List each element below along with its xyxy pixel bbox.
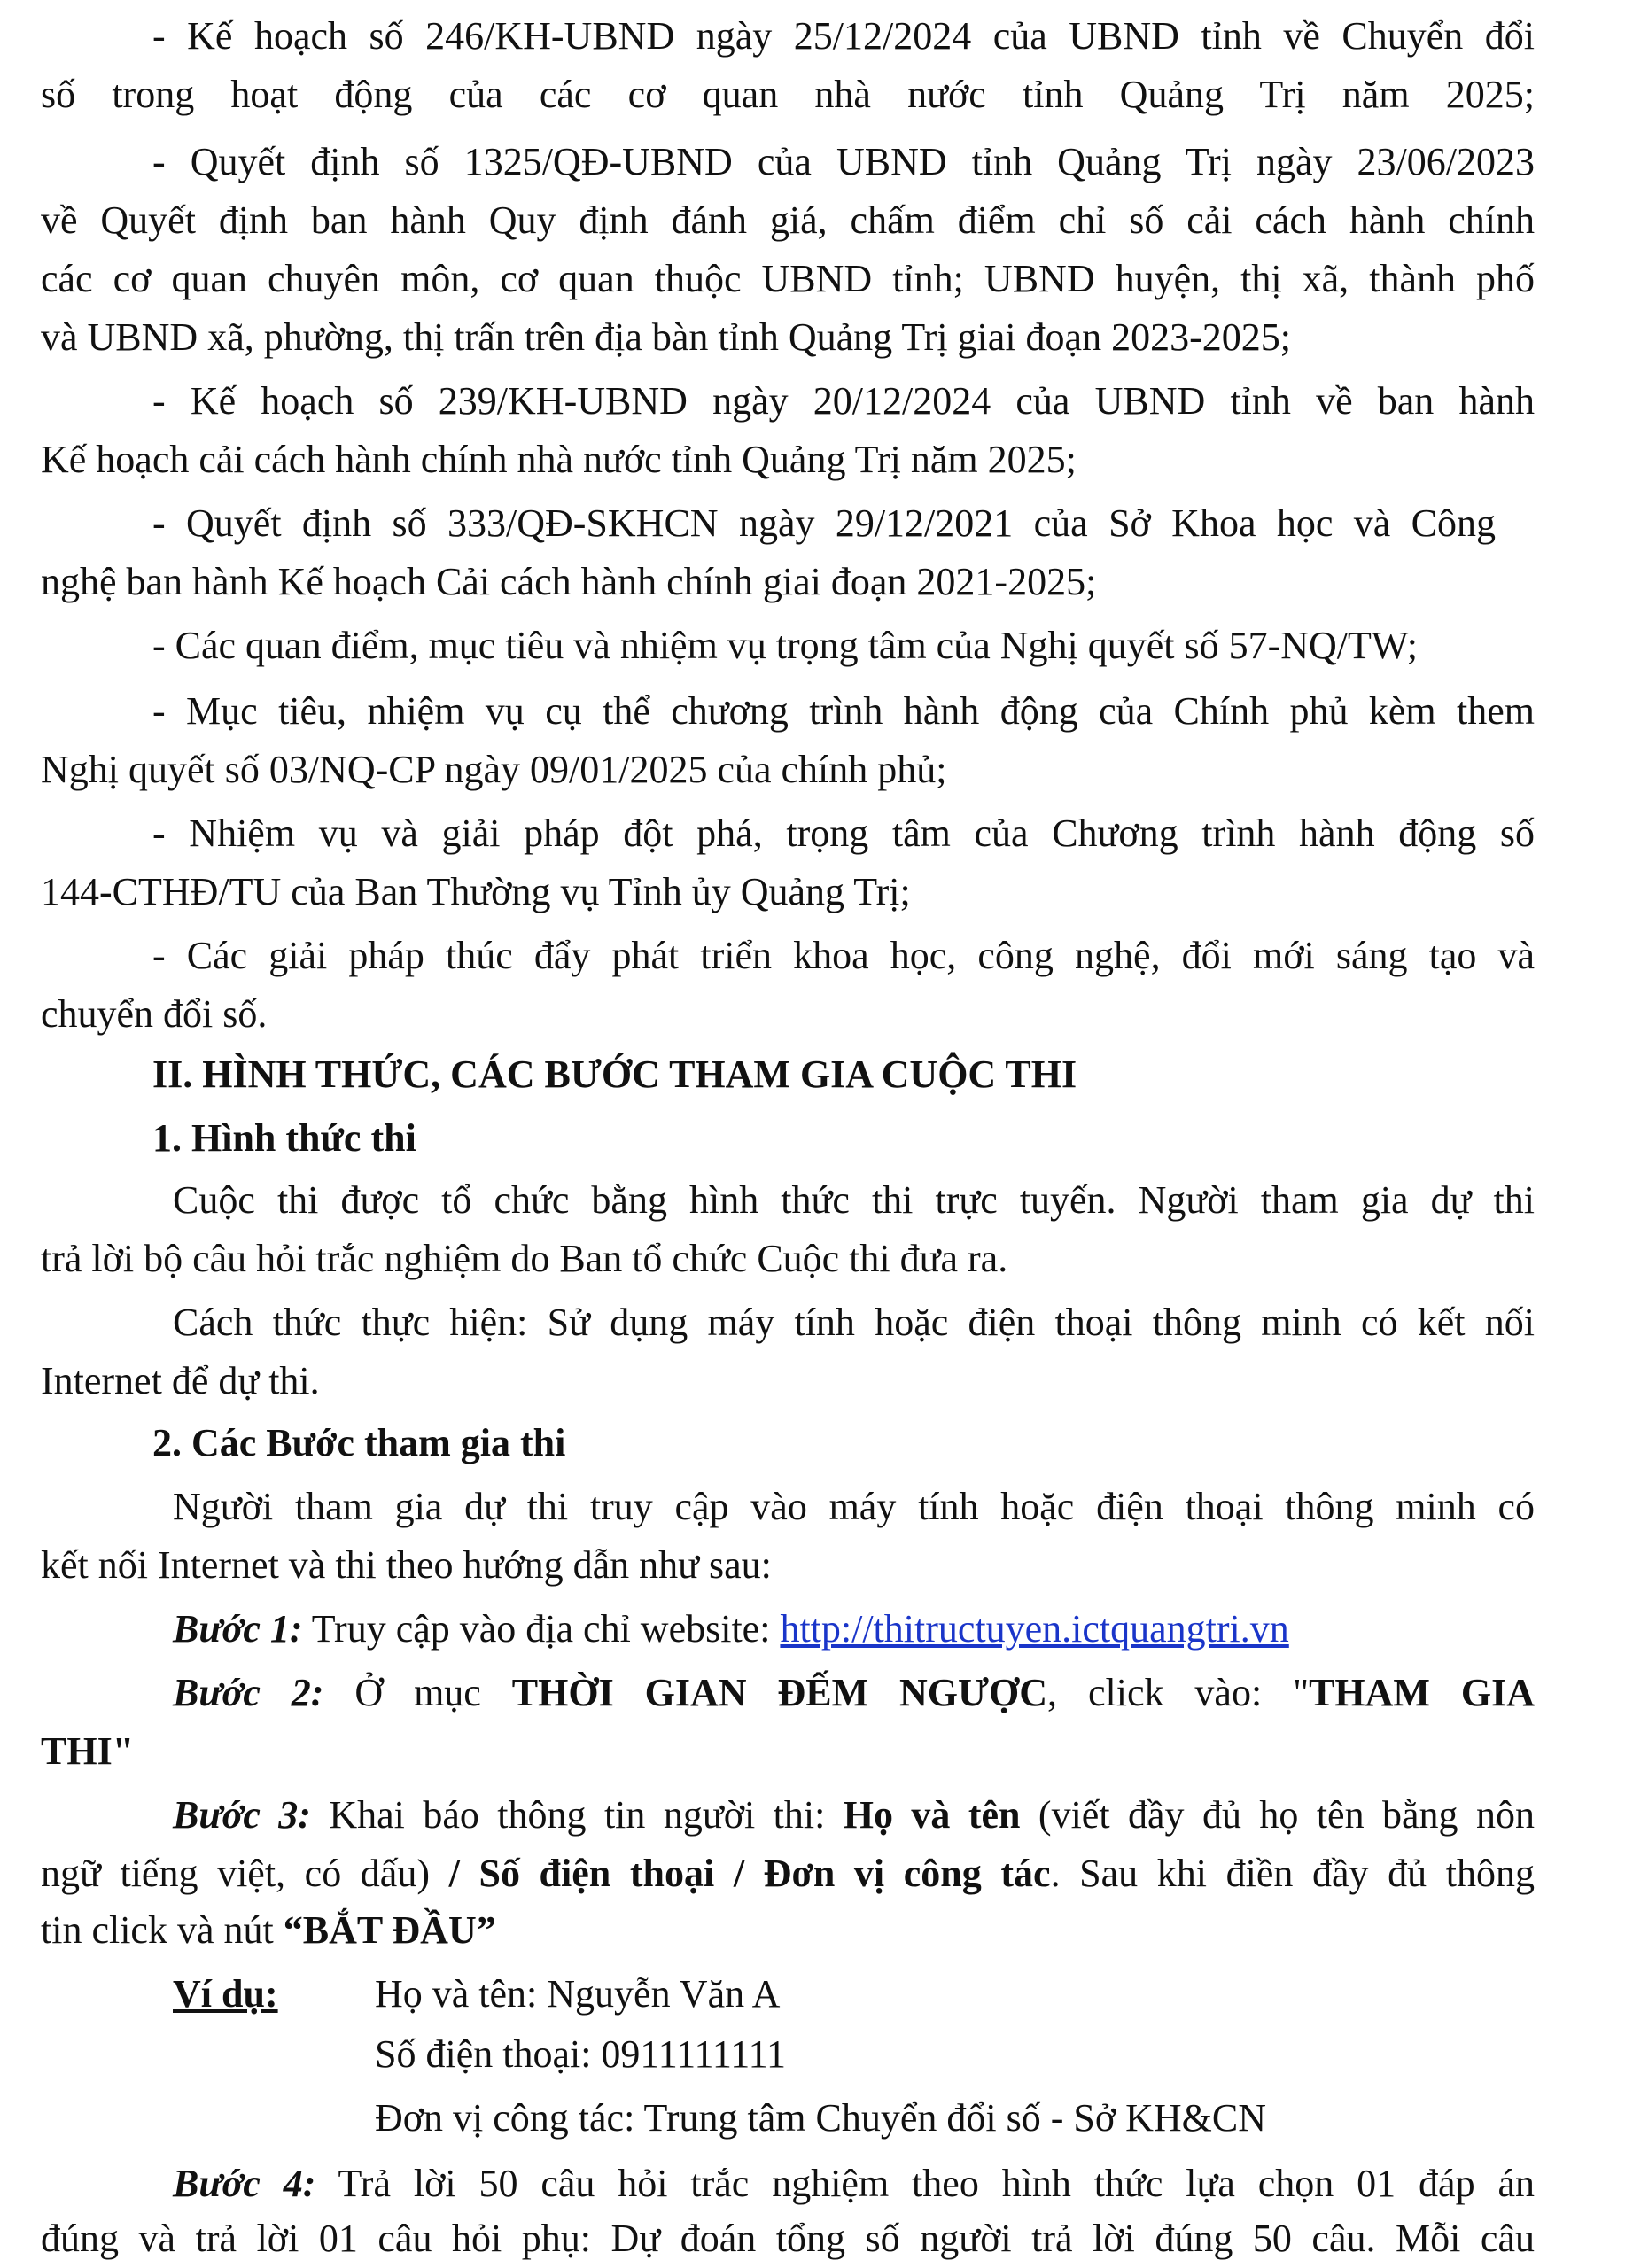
paragraph-line: kết nối Internet và thi theo hướng dẫn như sau: xyxy=(41,1543,772,1587)
paragraph-line: - Các giải pháp thúc đẩy phát triển khoa học, công nghệ, đổi mới sáng tạo và xyxy=(152,934,1535,977)
step-label: Bước 2: xyxy=(173,1671,324,1714)
paragraph-line: trả lời bộ câu hỏi trắc nghiệm do Ban tổ chức Cuộc thi đưa ra. xyxy=(41,1237,1008,1280)
step-label: Bước 1: xyxy=(173,1607,303,1651)
bold-term: Họ và tên xyxy=(843,1793,1021,1837)
paragraph-line: và UBND xã, phường, thị trấn trên địa bàn tỉnh Quảng Trị giai đoạn 2023-2025; xyxy=(41,315,1291,359)
step-4-line xyxy=(173,2155,1535,2213)
paragraph-line: - Kế hoạch số 239/KH-UBND ngày 20/12/2024 của UBND tỉnh về ban hành xyxy=(152,379,1535,423)
example-unit: Đơn vị công tác: Trung tâm Chuyển đổi số - Sở KH&CN xyxy=(375,2096,1266,2140)
paragraph-line: số trong hoạt động của các cơ quan nhà nước tỉnh Quảng Trị năm 2025; xyxy=(41,73,1535,116)
example-name: Họ và tên: Nguyễn Văn A xyxy=(375,1972,781,2016)
bold-term: “BẮT ĐẦU” xyxy=(283,1908,496,1952)
website-link[interactable]: http://thitructuyen.ictquangtri.vn xyxy=(780,1607,1289,1651)
step-2-line xyxy=(173,1664,1535,1722)
step-3-line xyxy=(41,1845,1535,1903)
example-phone: Số điện thoại: 0911111111 xyxy=(375,2032,786,2076)
paragraph-line: - Quyết định số 333/QĐ-SKHCN ngày 29/12/2021 của Sở Khoa học và Công xyxy=(152,501,1496,545)
step-3-line xyxy=(41,1901,1535,1960)
bold-term: / Số điện thoại / Đơn vị công tác xyxy=(448,1852,1051,1895)
section-heading: II. HÌNH THỨC, CÁC BƯỚC THAM GIA CUỘC THI xyxy=(152,1052,1077,1096)
example-label: Ví dụ: xyxy=(173,1972,278,2016)
paragraph-line: về Quyết định ban hành Quy định đánh giá, chấm điểm chỉ số cải cách hành chính xyxy=(41,198,1535,242)
paragraph-line: - Kế hoạch số 246/KH-UBND ngày 25/12/2024 của UBND tỉnh về Chuyển đổi xyxy=(152,14,1535,58)
subsection-heading: 1. Hình thức thi xyxy=(152,1116,416,1160)
step-text: ngữ tiếng việt, có dấu) xyxy=(41,1852,449,1895)
bold-term: THỜI GIAN ĐẾM NGƯỢC xyxy=(511,1671,1048,1714)
paragraph-line: Cách thức thực hiện: Sử dụng máy tính hoặc điện thoại thông minh có kết nối xyxy=(173,1301,1535,1344)
paragraph-line: Kế hoạch cải cách hành chính nhà nước tỉnh Quảng Trị năm 2025; xyxy=(41,438,1077,481)
paragraph-line: - Các quan điểm, mục tiêu và nhiệm vụ trọng tâm của Nghị quyết số 57-NQ/TW; xyxy=(152,624,1419,667)
step-1-line xyxy=(173,1600,1535,1658)
paragraph-line: đúng và trả lời 01 câu hỏi phụ: Dự đoán tổng số người trả lời đúng 50 câu. Mỗi câu xyxy=(41,2217,1535,2260)
paragraph-line: - Nhiệm vụ và giải pháp đột phá, trọng tâm của Chương trình hành động số xyxy=(152,812,1535,855)
step-label: Bước 4: xyxy=(173,2162,316,2205)
paragraph-line: Cuộc thi được tổ chức bằng hình thức thi trực tuyến. Người tham gia dự thi xyxy=(173,1178,1535,1222)
step-text: Khai báo thông tin người thi: xyxy=(310,1793,844,1837)
step-text: Trả lời 50 câu hỏi trắc nghiệm theo hình thức lựa chọn 01 đáp án xyxy=(315,2162,1535,2205)
paragraph-line: 144-CTHĐ/TU của Ban Thường vụ Tỉnh ủy Quảng Trị; xyxy=(41,870,911,913)
paragraph-line: chuyển đổi số. xyxy=(41,992,268,1036)
step-label: Bước 3: xyxy=(173,1793,311,1837)
step-3-line xyxy=(173,1786,1535,1845)
subsection-heading: 2. Các Bước tham gia thi xyxy=(152,1421,566,1464)
paragraph-line: nghệ ban hành Kế hoạch Cải cách hành chính giai đoạn 2021-2025; xyxy=(41,560,1097,603)
paragraph-line: các cơ quan chuyên môn, cơ quan thuộc UBND tỉnh; UBND huyện, thị xã, thành phố xyxy=(41,257,1535,300)
paragraph-line: Nghị quyết số 03/NQ-CP ngày 09/01/2025 của chính phủ; xyxy=(41,748,947,791)
step-text: , click vào: " xyxy=(1047,1671,1310,1714)
paragraph-line: - Quyết định số 1325/QĐ-UBND của UBND tỉnh Quảng Trị ngày 23/06/2023 xyxy=(152,140,1535,183)
paragraph-line: Internet để dự thi. xyxy=(41,1359,320,1402)
step-2-continuation: THI" xyxy=(41,1729,135,1773)
step-text: (viết đầy đủ họ tên bằng nôn xyxy=(1020,1793,1535,1837)
paragraph-line: Người tham gia dự thi truy cập vào máy tính hoặc điện thoại thông minh có xyxy=(173,1485,1535,1528)
step-text: tin click và nút xyxy=(41,1908,284,1952)
step-text: . Sau khi điền đầy đủ thông xyxy=(1050,1852,1536,1895)
paragraph-line: - Mục tiêu, nhiệm vụ cụ thể chương trình hành động của Chính phủ kèm them xyxy=(152,689,1535,733)
bold-term: THAM GIA xyxy=(1309,1671,1535,1714)
step-text: Ở mục xyxy=(323,1671,512,1714)
step-text: Truy cập vào địa chỉ website: xyxy=(302,1607,781,1651)
